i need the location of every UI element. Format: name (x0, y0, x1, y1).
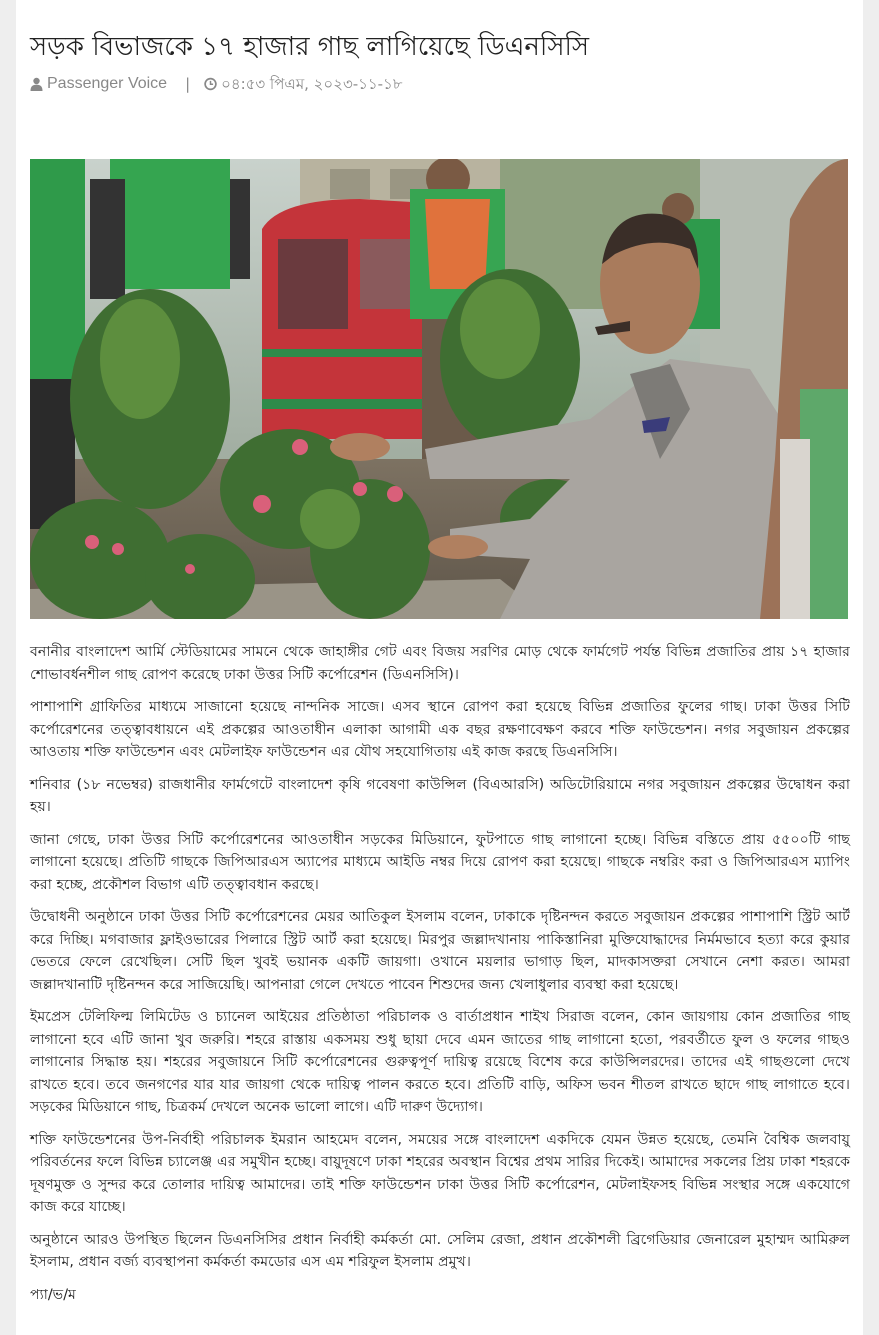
article-datetime: ০৪:৫৩ পিএম, ২০২৩-১১-১৮ (221, 75, 403, 93)
article-paragraph: বনানীর বাংলাদেশ আর্মি স্টেডিয়ামের সামনে থেকে জাহাঙ্গীর গেট এবং বিজয় সরণির মোড় থেকে ফার্মগেট পর্যন্ত বিভিন্ন প্রজাতির প্রায় ১৭ হাজার শোভাবর্ধনশীল গাছ রোপণ করেছে ঢাকা উত্তর সিটি কর্পোরেশন (ডিএনসিসি)। (30, 644, 850, 683)
article-paragraph: ইমপ্রেস টেলিফিল্ম লিমিটেড ও চ্যানেল আইয়ের প্রতিষ্ঠাতা পরিচালক ও বার্তাপ্রধান শাইখ সিরাজ বলেন, কোন জায়গায় কোন প্রজাতির গাছ লাগানো হবে এটি জানা খুব জরুরি। শহরে রাস্তায় একসময় শুধু ছায়া দেবে এমন জাতের গাছ লাগানো হতো, পরবর্তীতে ফুল ও ফলের গাছও লাগানোর সিদ্ধান্ত হয়। শহরের সবুজায়নে সিটি কর্পোরেশনের গুরুত্বপূর্ণ দায়িত্ব রয়েছে বিশেষ করে কাউন্সিলরদের। তাদের এই গাছগুলো দেখে রাখতে হবে। তবে জনগণের যার যার জায়গা থেকে দায়িত্ব পালন করতে হবে। প্রতিটি বাড়ি, অফিস ভবন শীতল রাখতে ছাদে গাছ লাগাতে হবে। সড়কের মিডিয়ানে গাছ, চিত্রকর্ম দেখলে অনেক ভালো লাগে। এটি দারুণ উদ্যোগ। (30, 1009, 850, 1115)
article-title: সড়ক বিভাজকে ১৭ হাজার গাছ লাগিয়েছে ডিএনসিসি (30, 32, 590, 62)
article-signature: প্যা/ভ/ম (30, 1286, 76, 1303)
clock-icon (204, 77, 217, 91)
article-paragraph: শক্তি ফাউন্ডেশনের উপ-নির্বাহী পরিচালক ইমরান আহমেদ বলেন, সময়ের সঙ্গে বাংলাদেশ একদিকে যেমন উন্নত হয়েছে, তেমনি বৈশ্বিক জলবায়ু পরিবর্তনের ফলে বিভিন্ন চ্যালেঞ্জ এর সমুখীন হচ্ছে। বায়ুদূষণে ঢাকা শহরের অবস্থান বিশ্বের প্রথম সারির দিকেই। আমাদের সকলের প্রিয় ঢাকা শহরকে দূষণমুক্ত ও সুন্দর করে তোলার দায়িত্ব আমাদের। তাই শক্তি ফাউন্ডেশন ঢাকা উত্তর সিটি কর্পোরেশন, মেটলাইফসহ বিভিন্ন সংস্থার সঙ্গে একযোগে কাজ করে যাচ্ছে। (30, 1131, 850, 1215)
tree-planting-photo (30, 159, 848, 619)
article-author[interactable]: Passenger Voice (47, 75, 168, 92)
article-meta (30, 74, 402, 94)
article-paragraph: পাশাপাশি গ্রাফিতির মাধ্যমে সাজানো হয়েছে নান্দনিক সাজে। এসব স্থানে রোপণ করা হয়েছে বিভিন্ন প্রজাতির ফুলের গাছ। ঢাকা উত্তর সিটি কর্পোরেশনের তত্ত্বাবধায়নে এই প্রকল্পের আওতাধীন এলাকা আগামী এক বছর রক্ষণাবেক্ষণ করবে শক্তি ফাউন্ডেশন। নগর সবুজায়ন প্রকল্পের আওতায় শক্তি ফাউন্ডেশন এবং মেটলাইফ ফাউন্ডেশন এর যৌথ সহযোগিতায় এই কাজ করছে ডিএনসিসি। (30, 699, 850, 760)
article-paragraph: অনুষ্ঠানে আরও উপস্থিত ছিলেন ডিএনসিসির প্রধান নির্বাহী কর্মকর্তা মো. সেলিম রেজা, প্রধান প্রকৌশলী ব্রিগেডিয়ার জেনারেল মুহাম্মদ আমিরুল ইসলাম, প্রধান বর্জ্য ব্যবস্থাপনা কর্মকর্তা কমডোর এস এম শরিফুল ইসলাম প্রমুখ। (30, 1231, 850, 1270)
article-paragraph: উদ্বোধনী অনুষ্ঠানে ঢাকা উত্তর সিটি কর্পোরেশনের মেয়র আতিকুল ইসলাম বলেন, ঢাকাকে দৃষ্টিনন্দন করতে সবুজায়ন প্রকল্পের পাশাপাশি স্ট্রিট আর্ট করে দিচ্ছি। মগবাজার ফ্লাইওভারের পিলারে স্ট্রিট আর্ট করা হয়েছে। মিরপুর জল্লাদখানায় পাকিস্তানিরা মুক্তিযোদ্ধাদের নির্মমভাবে হত্যা করে কুয়ার ভেতরে ফেলে রেখেছিল। সেটি ছিল খুবই ভয়ানক একটি জায়গা। ওখানে ময়লার ভাগাড় ছিল, মাদকাসক্তরা সেখানে নেশা করত। আমরা জল্লাদখানাটি দৃষ্টিনন্দন করে সাজিয়েছি। আপনারা গেলে দেখতে পাবেন শিশুদের জন্য খেলাধুলার ব্যবস্থা করা হয়েছে। (30, 909, 850, 993)
article-page (16, 0, 863, 1335)
user-icon (30, 77, 43, 91)
article-paragraph: জানা গেছে, ঢাকা উত্তর সিটি কর্পোরেশনের আওতাধীন সড়কের মিডিয়ানে, ফুটপাতে গাছ লাগানো হচ্ছে। বিভিন্ন বস্তিতে প্রায় ৫৫০০টি গাছ লাগানো হয়েছে। প্রতিটি গাছকে জিপিআরএস অ্যাপের মাধ্যমে আইডি নম্বর দিয়ে রোপণ করা হয়েছে। গাছকে নম্বরিং করা ও জিপিআরএস ম্যাপিং করা হচ্ছে, প্রকৌশল বিভাগ এটি তত্ত্বাবধান করছে। (30, 831, 850, 893)
article-body (30, 641, 850, 1316)
article-paragraph: শনিবার (১৮ নভেম্বর) রাজধানীর ফার্মগেটে বাংলাদেশ কৃষি গবেষণা কাউন্সিল (বিএআরসি) অডিটোরিয়ামে নগর সবুজায়ন প্রকল্পের উদ্বোধন করা হয়। (30, 776, 850, 815)
meta-separator: | (185, 75, 191, 93)
